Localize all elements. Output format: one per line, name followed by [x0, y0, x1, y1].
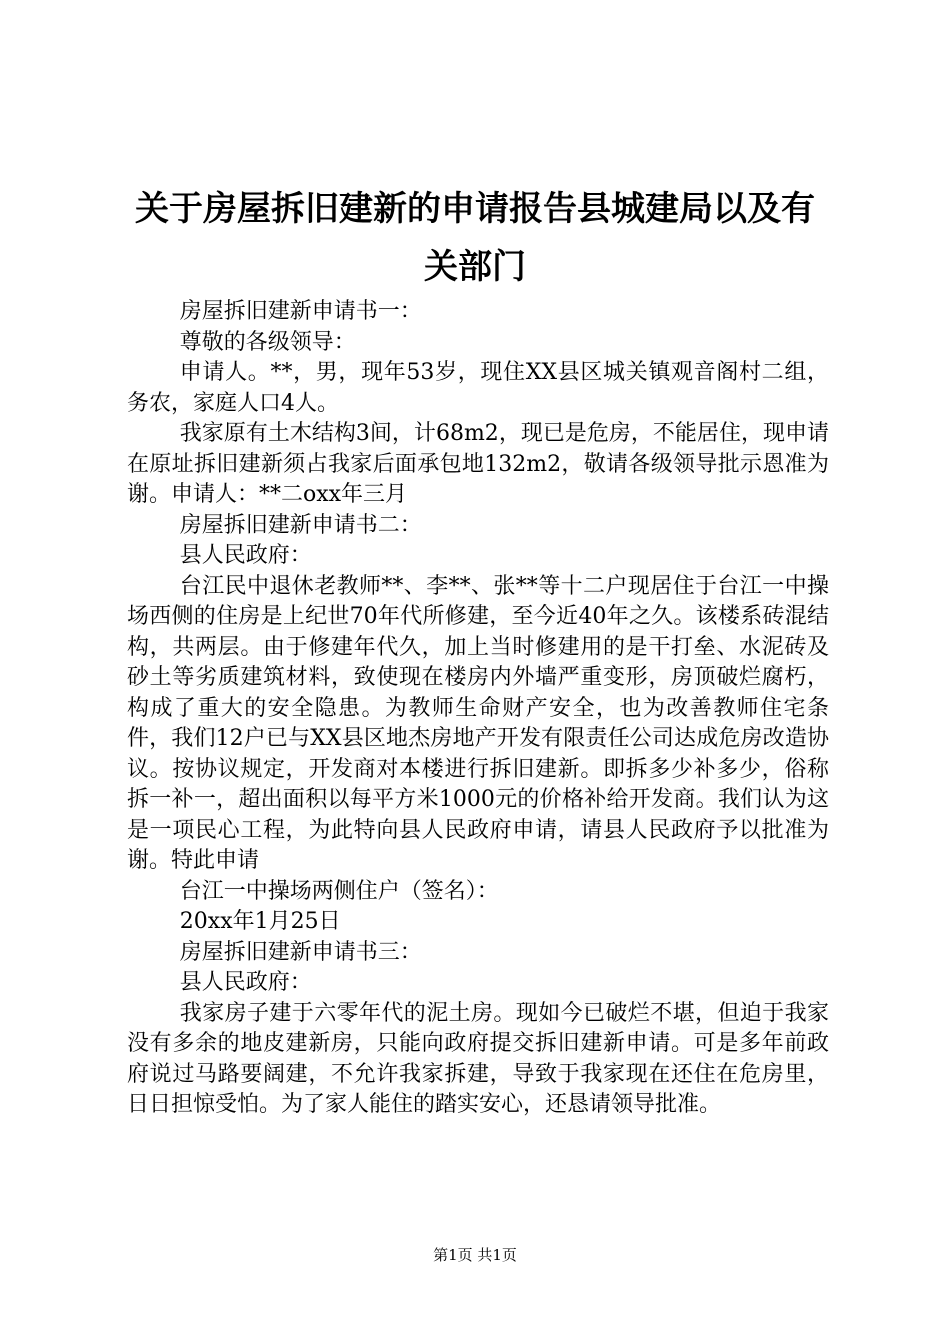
paragraph-heading-1: 房屋拆旧建新申请书一： — [179, 299, 422, 324]
paragraph-salutation-2: 县人民政府： — [179, 543, 312, 568]
document-title: 关于房屋拆旧建新的申请报告县城建局以及有关部门 — [135, 189, 815, 287]
paragraph-request-1: 我家原有土木结构3间，计68m2，现已是危房，不能居住，现申请在原址拆旧建新须占我家后面承包地132m2，敬请各级领导批示恩准为谢。申请人：**二oxx年三月 — [127, 421, 829, 507]
paragraph-request-3: 我家房子建于六零年代的泥土房。现如今已破烂不堪，但迫于我家没有多余的地皮建新房，只能向政府提交拆旧建新申请。可是多年前政府说过马路要阔建，不允许我家拆建，导致于我家现在还住在危房里，日日担惊受怕。为了家人能住的踏实安心，还恳请领导批准。 — [127, 1000, 829, 1117]
paragraph-request-2: 台江民中退休老教师**、李**、张**等十二户现居住于台江一中操场西侧的住房是上纪世70年代所修建，至今近40年之久。该楼系砖混结构，共两层。由于修建年代久，加上当时修建用的是干打垒、水泥砖及砂土等劣质建筑材料，致使现在楼房内外墙严重变形，房顶破烂腐朽，构成了重大的安全隐患。为教师生命财产安全，也为改善教师住宅条件，我们12户已与XX县区地杰房地产开发有限责任公司达成危房改造协议。按协议规定，开发商对本楼进行拆旧建新。即拆多少补多少，俗称拆一补一，超出面积以每平方米1000元的价格补给开发商。我们认为这是一项民心工程，为此特向县人民政府申请，请县人民政府予以批准为谢。特此申请 — [127, 573, 829, 873]
paragraph-date-2: 20xx年1月25日 — [179, 909, 341, 934]
paragraph-salutation-3: 县人民政府： — [179, 970, 312, 995]
paragraph-salutation-1: 尊敬的各级领导： — [179, 329, 356, 355]
paragraph-signature-2: 台江一中操场两侧住户（签名）： — [179, 878, 499, 904]
page-footer: 第1页 共1页 — [433, 1246, 517, 1264]
paragraph-applicant: 申请人。**，男，现年53岁，现住XX县区城关镇观音阁村二组，务农，家庭人口4人。 — [127, 360, 829, 416]
paragraph-heading-2: 房屋拆旧建新申请书二： — [179, 512, 422, 538]
document-body — [127, 297, 829, 1121]
paragraph-heading-3: 房屋拆旧建新申请书三： — [179, 939, 422, 965]
